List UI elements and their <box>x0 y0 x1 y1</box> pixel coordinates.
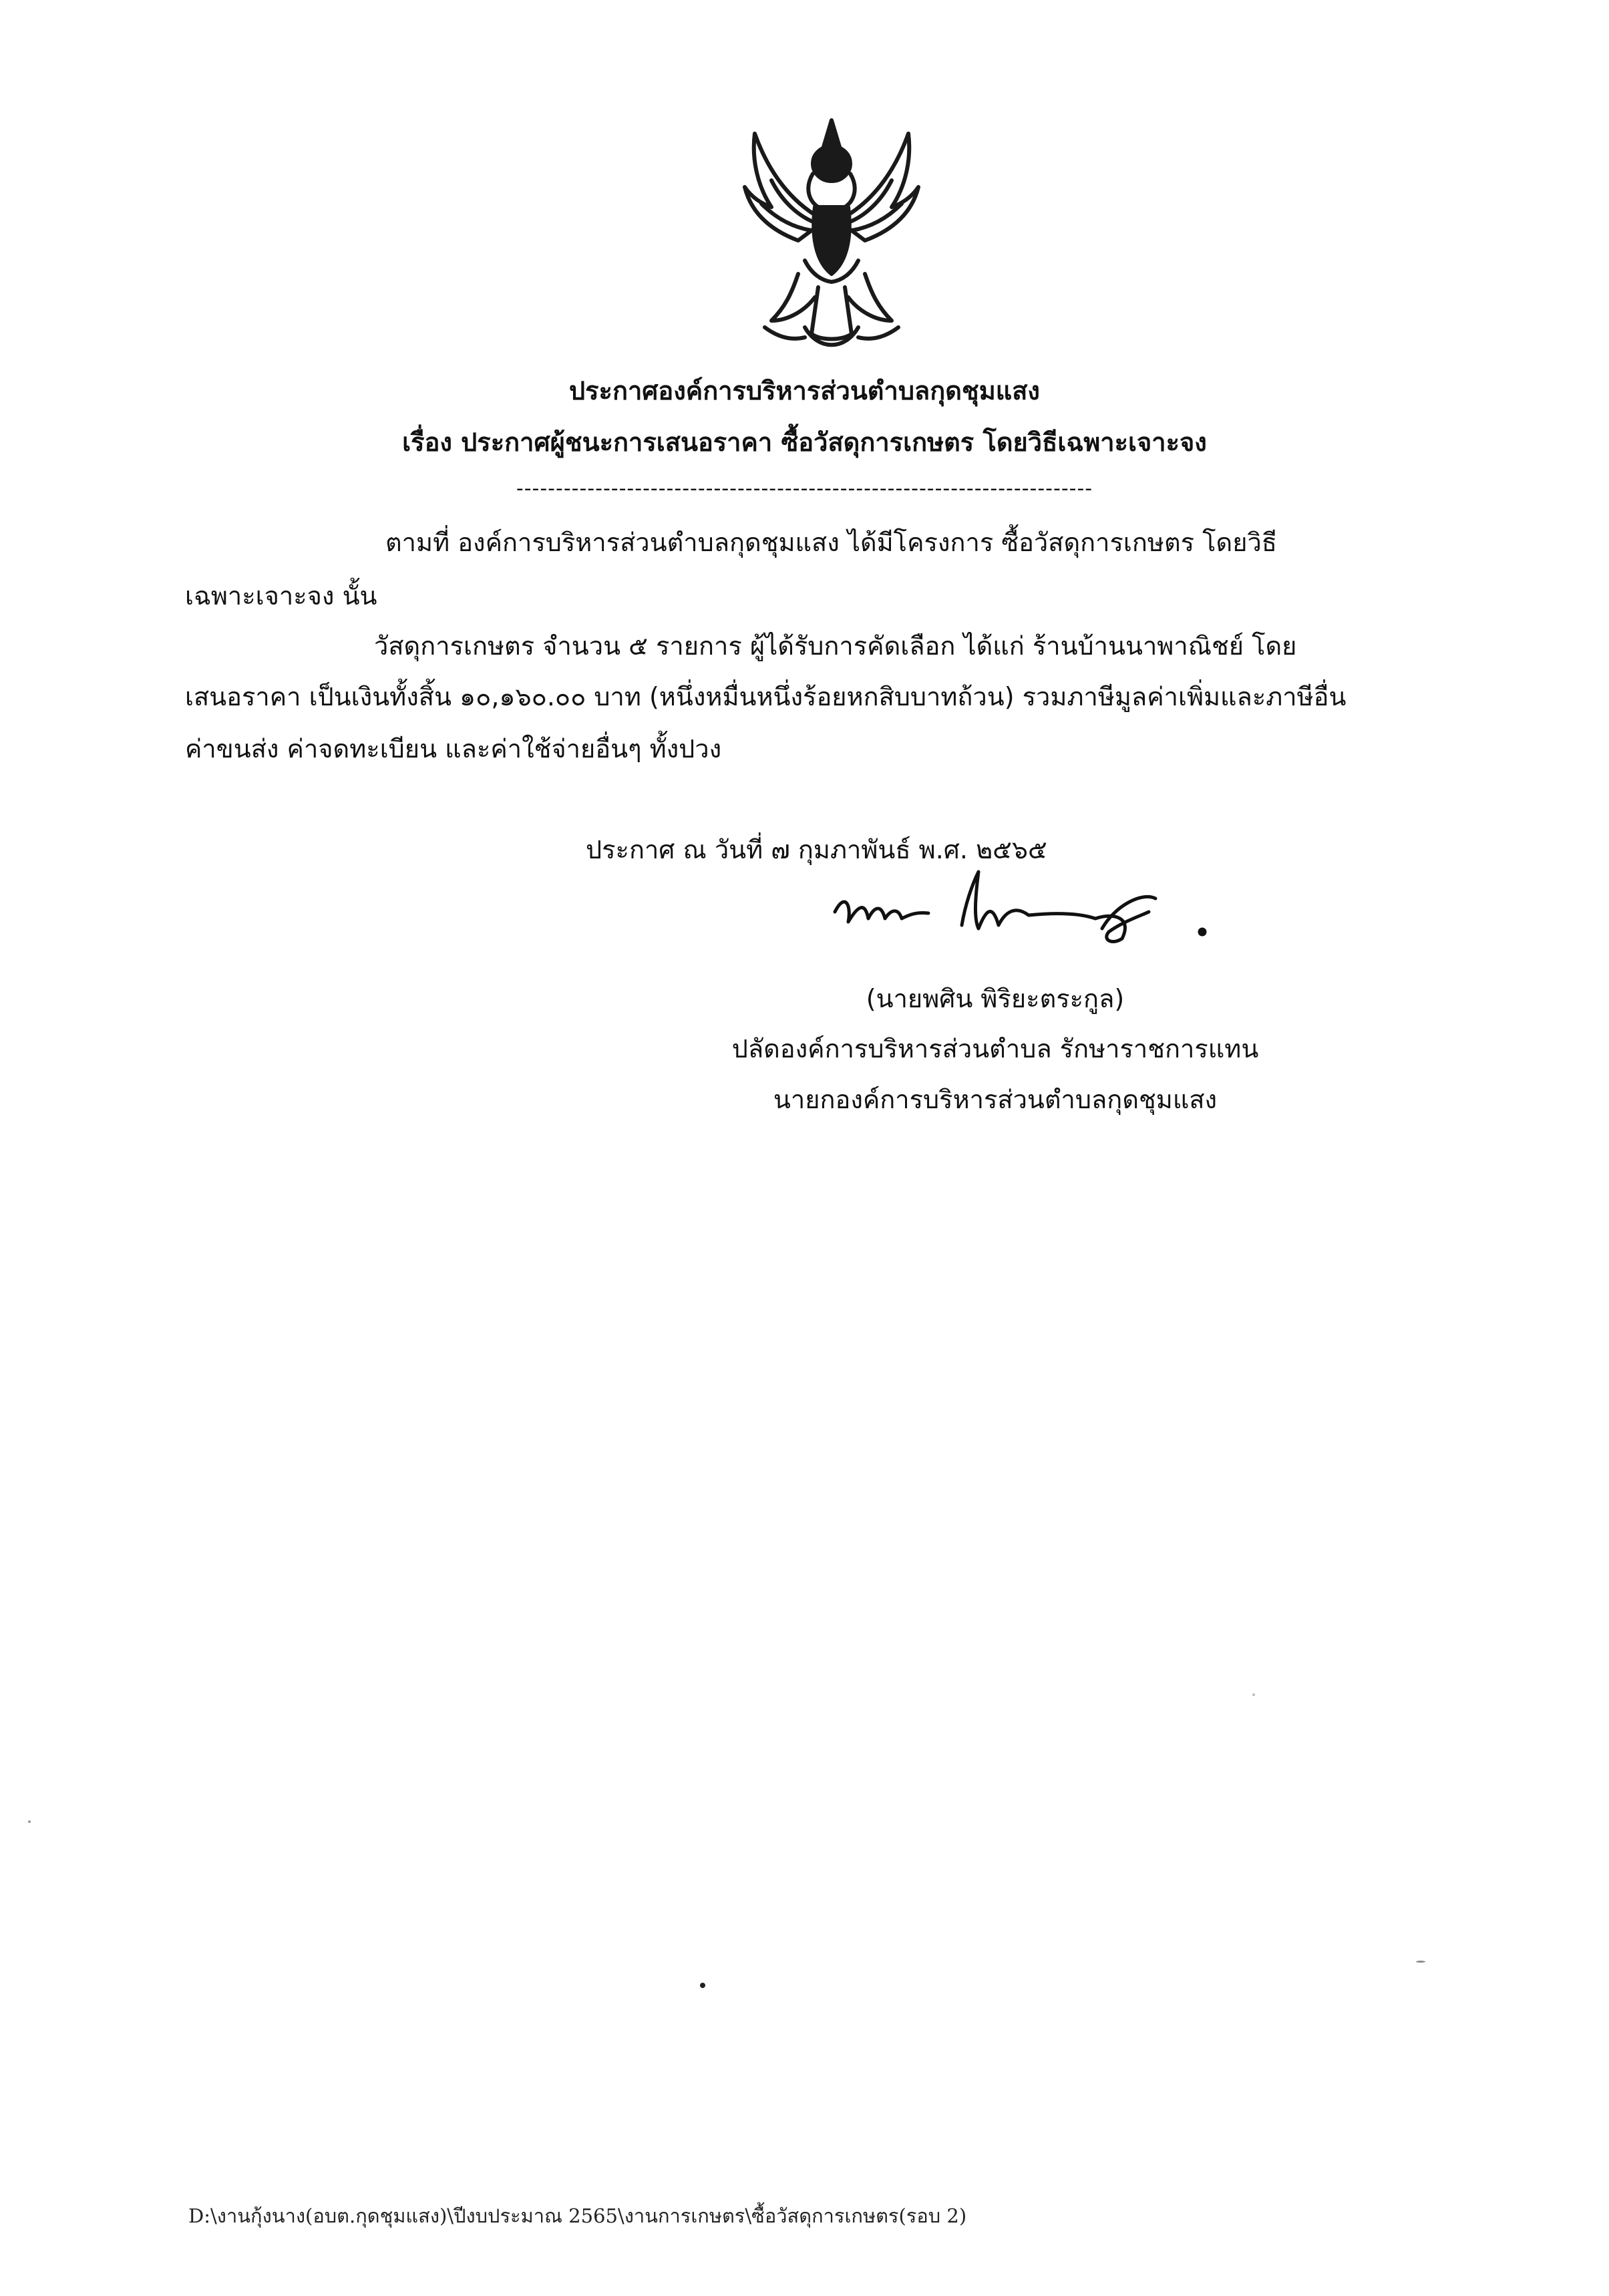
paragraph-1-line-2: เฉพาะเจาะจง นั้น <box>185 581 377 611</box>
document-subject: เรื่อง ประกาศผู้ชนะการเสนอราคา ซื้อวัสดุการเกษตร โดยวิธีเฉพาะเจาะจง <box>402 428 1207 457</box>
scan-speck <box>1252 1693 1255 1696</box>
paragraph-2-line-2: เสนอราคา เป็นเงินทั้งสิ้น ๑๐,๑๖๐.๐๐ บาท (หนึ่งหมื่นหนึ่งร้อยหกสิบบาทถ้วน) รวมภาษีมูลค่าเพิ่มและภาษีอื่น <box>185 682 1347 711</box>
paragraph-1-line-1: ตามที่ องค์การบริหารส่วนตำบลกุดชุมแสง ได้มีโครงการ ซื้อวัสดุการเกษตร โดยวิธี <box>385 528 1277 557</box>
footer-file-path: D:\งานกุ้งนาง(อบต.กุดชุมแสง)\ปีงบประมาณ 2565\งานการเกษตร\ซื้อวัสดุการเกษตร(รอบ 2) <box>188 2204 967 2227</box>
handwritten-signature <box>828 865 1216 959</box>
signatory-name: (นายพศิน พิริยะตระกูล) <box>866 984 1125 1013</box>
garuda-emblem-icon <box>725 107 938 361</box>
scan-speck <box>700 1983 705 1988</box>
signatory-acting-for: นายกองค์การบริหารส่วนตำบลกุดชุมแสง <box>773 1085 1218 1114</box>
header-separator: ------------------------------------------------------------------------- <box>516 477 1093 500</box>
paragraph-2-line-1: วัสดุการเกษตร จำนวน ๕ รายการ ผู้ได้รับการคัดเลือก ได้แก่ ร้านบ้านนาพาณิชย์ โดย <box>374 631 1297 661</box>
document-title: ประกาศองค์การบริหารส่วนตำบลกุดชุมแสง <box>569 376 1040 405</box>
signatory-position: ปลัดองค์การบริหารส่วนตำบล รักษาราชการแทน <box>731 1034 1259 1063</box>
scan-speck <box>1416 1961 1425 1963</box>
scan-speck <box>28 1820 31 1823</box>
paragraph-2-line-3: ค่าขนส่ง ค่าจดทะเบียน และค่าใช้จ่ายอื่นๆ ทั้งปวง <box>185 734 722 764</box>
announcement-date: ประกาศ ณ วันที่ ๗ กุมภาพันธ์ พ.ศ. ๒๕๖๕ <box>586 835 1047 864</box>
